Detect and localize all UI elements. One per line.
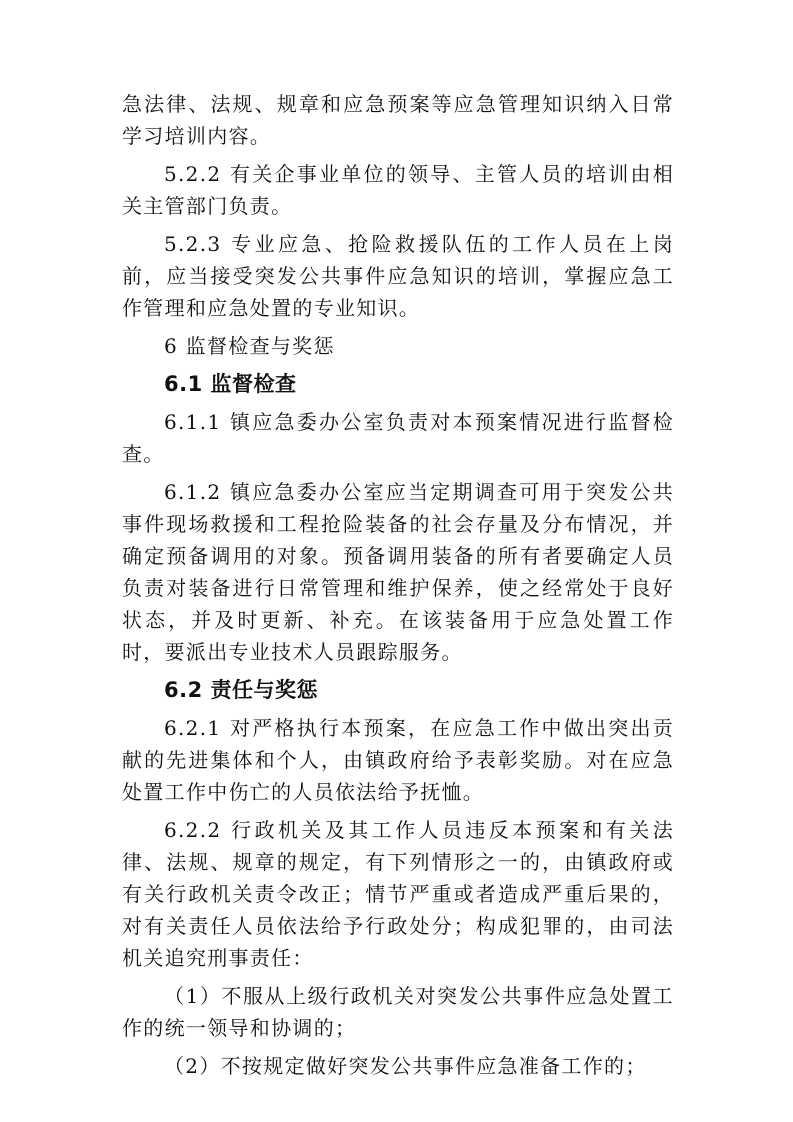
paragraph-5-2-3: 5.2.3 专业应急、抢险救援队伍的工作人员在上岗前，应当接受突发公共事件应急知识的培训，掌握应急工作管理和应急处置的专业知识。 [122,232,674,320]
section-heading-6: 6 监督检查与奖惩 [164,334,335,358]
document-body [122,88,674,1088]
section-heading-6-2: 6.2 责任与奖惩 [164,678,319,702]
paragraph-6-2-1: 6.2.1 对严格执行本预案，在应急工作中做出突出贡献的先进集体和个人，由镇政府给予表彰奖励。对在应急处置工作中伤亡的人员依法给予抚恤。 [122,716,674,804]
section-heading-6-1: 6.1 监督检查 [164,372,297,396]
paragraph-intro-continuation: 急法律、法规、规章和应急预案等应急管理知识纳入日常学习培训内容。 [122,92,674,148]
paragraph-5-2-2: 5.2.2 有关企事业单位的领导、主管人员的培训由相关主管部门负责。 [122,162,674,218]
paragraph-6-1-1: 6.1.1 镇应急委办公室负责对本预案情况进行监督检查。 [122,410,674,466]
paragraph-6-1-2: 6.1.2 镇应急委办公室应当定期调查可用于突发公共事件现场救援和工程抢险装备的社会存量及分布情况，并确定预备调用的对象。预备调用装备的所有者要确定人员负责对装备进行日常管理和维护保养，使之经常处于良好状态，并及时更新、补充。在该装备用于应急处置工作时，要派出专业技术人员跟踪服务。 [122,480,674,664]
paragraph-6-2-2: 6.2.2 行政机关及其工作人员违反本预案和有关法律、法规、规章的规定，有下列情形之一的，由镇政府或有关行政机关责令改正；情节严重或者造成严重后果的，对有关责任人员依法给予行政处分；构成犯罪的，由司法机关追究刑事责任： [122,818,674,970]
list-item-2: （2）不按规定做好突发公共事件应急准备工作的； [164,1054,647,1078]
list-item-1: （1）不服从上级行政机关对突发公共事件应急处置工作的统一领导和协调的； [122,984,674,1040]
